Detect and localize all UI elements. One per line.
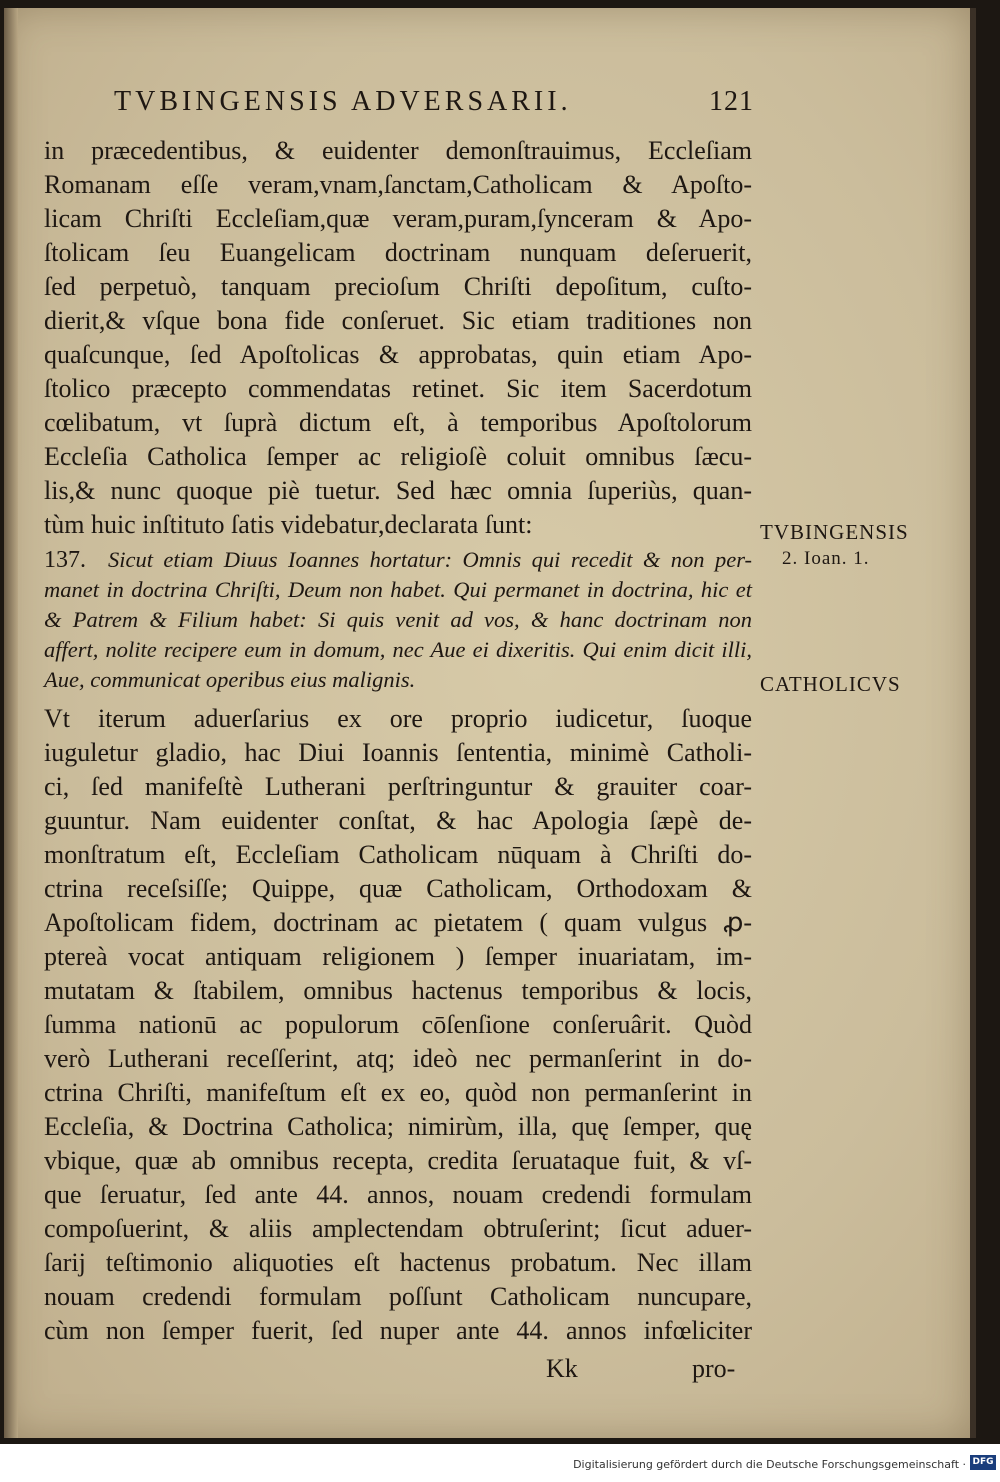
reply-line: monſtratum eſt, Eccleſiam Catholicam nūquam à Chriſti do- — [44, 840, 752, 869]
page-gutter — [4, 8, 18, 1438]
text-line: ſtolicam ſeu Euangelicam doctrinam nunquam deſeruerit, — [44, 238, 752, 267]
section-number: 137. — [44, 547, 86, 573]
margin-heading-tubingensis: TVBINGENSIS — [760, 520, 909, 544]
reply-line: ctrina receſsiſſe; Quippe, quæ Catholicam, Orthodoxam & — [44, 874, 752, 903]
quote-line: & Patrem & Filium habet: Si quis venit ad vos, & hanc doctrinam non — [44, 607, 752, 632]
quote-line: affert, nolite recipere eum in domum, nec Aue ei dixeritis. Qui enim dicit illi, — [44, 637, 752, 662]
reply-line: iuguletur gladio, hac Diui Ioannis ſententia, minimè Catholi- — [44, 738, 752, 767]
reply-line: Apoſtolicam fidem, doctrinam ac pietatem ( quam vulgus ꝓ- — [44, 908, 752, 937]
text-line: dierit,& vſque bona fide conſeruet. Sic etiam traditiones non — [44, 306, 752, 335]
reply-line: guuntur. Nam euidenter conſtat, & hac Apologia ſæpè de- — [44, 806, 752, 835]
text-line: licam Chriſti Eccleſiam,quæ veram,puram,ſynceram & Apo- — [44, 204, 752, 233]
reply-line: ci, ſed manifeſtè Lutherani perſtringuntur & grauiter coar- — [44, 772, 752, 801]
reply-line: nouam credendi formulam poſſunt Catholicam nuncupare, — [44, 1282, 752, 1311]
reply-line: ſumma nationū ac populorum cōſenſione conſeruârit. Quòd — [44, 1010, 752, 1039]
text-line: Eccleſia Catholica ſemper ac religioſè coluit omnibus ſæcu- — [44, 442, 752, 471]
running-head — [114, 86, 754, 126]
footer-bar — [0, 1444, 1000, 1482]
reply-line: verò Lutherani receſſerint, atq; ideò nec permanſerint in do- — [44, 1044, 752, 1073]
running-head-title: TVBINGENSIS ADVERSARII. — [114, 86, 572, 117]
reply-line: mutatam & ſtabilem, omnibus hactenus temporibus & locis, — [44, 976, 752, 1005]
reply-line: vbique, quæ ab omnibus recepta, credita ſeruataque fuit, & vſ- — [44, 1146, 752, 1175]
text-line: in præcedentibus, & euidenter demonſtrauimus, Eccleſiam — [44, 136, 752, 165]
reply-line: ſarij teſtimonio aliquoties eſt hactenus probatum. Nec illam — [44, 1248, 752, 1277]
signature-mark: Kk — [546, 1354, 578, 1383]
catchword: pro- — [692, 1354, 736, 1383]
quote-line — [44, 545, 752, 575]
text-line: tùm huic inſtituto ſatis videbatur,declarata ſunt: — [44, 510, 533, 539]
quote-line-text: Sicut etiam Diuus Ioannes hortatur: Omnis qui recedit & non per- — [108, 547, 752, 572]
text-line: Romanam eſſe veram,vnam,ſanctam,Catholicam & Apoſto- — [44, 170, 752, 199]
page-number: 121 — [709, 86, 754, 117]
dfg-logo: DFG — [970, 1455, 996, 1470]
quote-line: Aue, communicat operibus eius malignis. — [44, 667, 416, 692]
margin-reference: 2. Ioan. 1. — [782, 548, 870, 569]
reply-line: compoſuerint, & aliis amplectendam obtruſerint; ſicut aduer- — [44, 1214, 752, 1243]
text-line: cœlibatum, vt ſuprà dictum eſt, à temporibus Apoſtolorum — [44, 408, 752, 437]
text-line: quaſcunque, ſed Apoſtolicas & approbatas, quin etiam Apo- — [44, 340, 752, 369]
footer-credit: Digitalisierung gefördert durch die Deutsche Forschungsgemeinschaft · — [573, 1458, 966, 1471]
reply-line: ctrina Chriſti, manifeſtum eſt ex eo, quòd non permanſerint in — [44, 1078, 752, 1107]
reply-line: Vt iterum aduerſarius ex ore proprio iudicetur, ſuoque — [44, 704, 752, 733]
reply-line: Eccleſia, & Doctrina Catholica; nimirùm, illa, quę ſemper, quę — [44, 1112, 752, 1141]
text-line: ſed perpetuò, tanquam precioſum Chriſti depoſitum, cuſto- — [44, 272, 752, 301]
reply-line: ptereà vocat antiquam religionem ) ſemper inuariatam, im- — [44, 942, 752, 971]
reply-line: que ſeruatur, ſed ante 44. annos, nouam credendi formulam — [44, 1180, 752, 1209]
reply-line: cùm non ſemper fuerit, ſed nuper ante 44. annos infœliciter — [44, 1316, 752, 1345]
margin-heading-catholicus: CATHOLICVS — [760, 672, 901, 696]
text-line: lis,& nunc quoque piè tuetur. Sed hæc omnia ſuperiùs, quan- — [44, 476, 752, 505]
book-page — [4, 8, 976, 1438]
quote-line: manet in doctrina Chriſti, Deum non habet. Qui permanet in doctrina, hic et — [44, 577, 752, 602]
text-line: ſtolico præcepto commendatas retinet. Sic item Sacerdotum — [44, 374, 752, 403]
